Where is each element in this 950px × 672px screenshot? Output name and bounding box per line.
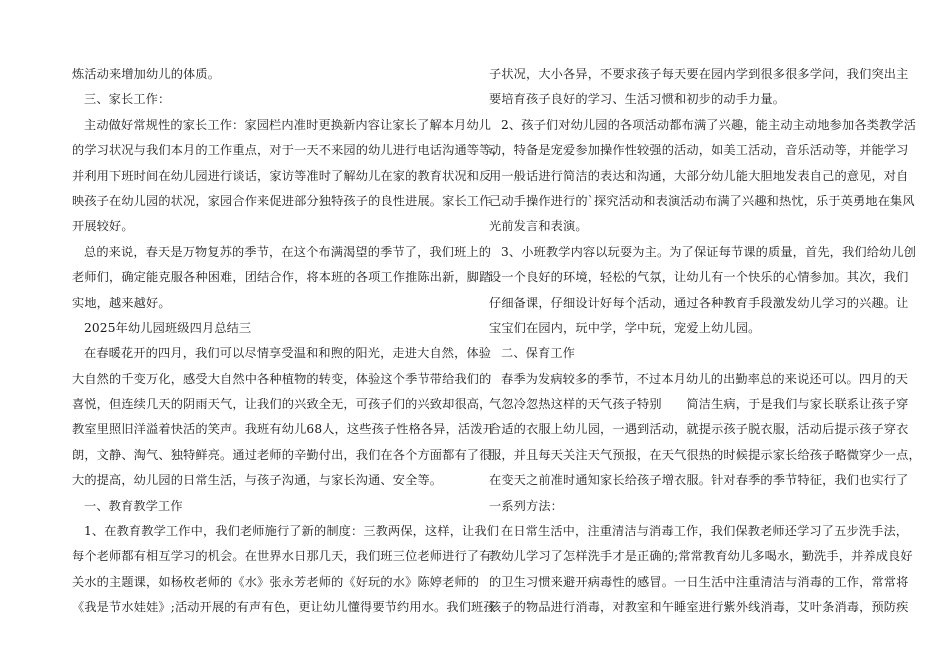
text-line: 动，特备是宠爱参加操作性较强的活动，如美工活动，音乐活动等，并能学习 [489,143,909,158]
text-line: 3、小班教学内容以玩耍为主。为了保证每节课的质量，首先，我们给幼儿创 [501,244,917,259]
text-line: 气忽冷忽热这样的天气孩子特别 简洁生病，于是我们与家长联系让孩子穿 [489,397,909,412]
text-line: 一、教育教学工作 [84,498,183,513]
text-line: 教室里照旧洋溢着快活的笑声。我班有幼儿68人，这些孩子性格各异，活泼开 [72,422,495,437]
text-line: 孩子的物品进行消毒，对教室和午睡室进行紫外线消毒，艾叶条消毒，预防疾 [489,600,909,615]
text-line: 2025年幼儿园班级四月总结三 [84,320,252,335]
right-column [489,62,921,621]
text-line: 每个老师都有相互学习的机会。在世界水日那几天，我们班三位老师进行了有 [72,549,492,564]
text-line: 老师们，确定能克服各种困难，团结合作，将本班的各项工作推陈出新，脚踏 [72,270,492,285]
text-line: 的学习状况与我们本月的工作重点，对于一天不来园的幼儿进行电话沟通等等， [72,143,504,158]
text-line: 的卫生习惯来避开病毒性的感冒。一日生活中注重清洁与消毒的工作，常常将 [489,574,909,589]
text-line: 光前发言和表演。 [489,219,588,234]
text-line: 用一般话进行简洁的表达和沟通，大部分幼儿能大胆地发表自己的意见，对自 [489,168,909,183]
text-line: 喜悦，但连续几天的阴雨天气，让我们的兴致全无，可孩子们的兴致却很高， [72,397,492,412]
text-line: 开展较好。 [72,219,134,234]
text-line: 子状况，大小各异，不要求孩子每天要在园内学到很多很多学问，我们突出主 [489,67,909,81]
text-line: 在春暖花开的四月，我们可以尽情享受温和和煦的阳光，走进大自然，体验 [84,346,492,361]
text-line: 己动手操作进行的`探究活动和表演活动布满了兴趣和热忱，乐于英勇地在集风 [489,193,915,208]
text-line: 大自然的千变万化，感受大自然中各种植物的转变，体验这个季节带给我们的 [72,371,492,386]
text-line: 朗，文静、淘气、独特鲜亮。通过老师的辛勤付出，我们在各个方面都有了很 [72,447,492,462]
text-line: 春季为发病较多的季节，不过本月幼儿的出勤率总的来说还可以。四月的天 [501,371,909,386]
text-line: 《我是节水娃娃》;活动开展的有声有色，更让幼儿懂得要节约用水。我们班孩 [72,600,496,615]
text-line: 并利用下班时间在幼儿园进行谈话，家访等准时了解幼儿在家的教育状况和反 [72,168,492,183]
text-line: 1、在教育教学工作中，我们老师施行了新的制度：三教两保，这样，让我们 [84,524,500,539]
text-line: 映孩子在幼儿园的状况，家园合作来促进部分独特孩子的良性进展。家长工作 [72,193,492,208]
text-line: 关水的主题课，如杨枚老师的《水》张永芳老师的《好玩的水》陈婷老师的 [72,574,480,589]
text-line: 服，并且每天关注天气预报，在天气很热的时候提示家长给孩子略微穿少一点， [489,447,921,462]
text-line: 实地，越来越好。 [72,295,171,310]
text-line: 在变天之前准时通知家长给孩子增衣服。针对春季的季节特征，我们也实行了 [489,473,909,488]
text-line: 在日常生活中，注重清洁与消毒工作，我们保教老师还学习了五步洗手法， [501,524,909,539]
text-line: 仔细备课，仔细设计好每个活动，通过各种教育手段激发幼儿学习的兴趣。让 [489,295,909,310]
text-line: 大的提高，幼儿园的日常生活，与孩子沟通，与家长沟通、安全等。 [72,473,443,488]
text-line: 2、孩子们对幼儿园的各项活动都布满了兴趣，能主动主动地参加各类教学活 [501,117,917,132]
text-line: 要培育孩子良好的学习、生活习惯和初步的动手力量。 [489,92,786,107]
text-line: 教幼儿学习了怎样洗手才是正确的;常常教育幼儿多喝水，勤洗手，并养成良好 [489,549,913,564]
text-line: 总的来说，春天是万物复苏的季节，在这个布满渴望的季节了，我们班上的 [84,244,492,259]
text-line: 设一个良好的环境，轻松的气氛，让幼儿有一个快乐的心情参加。其次，我们 [489,270,909,285]
text-line: 二、保育工作 [501,346,576,361]
left-column [72,62,504,621]
text-line: 一系列方法： [489,498,564,513]
text-line: 三、家长工作： [84,92,171,107]
text-line: 炼活动来增加幼儿的体质。 [72,67,221,81]
text-line: 主动做好常规性的家长工作：家园栏内准时更换新内容让家长了解本月幼儿 [84,117,492,132]
text-line: 合适的衣服上幼儿园，一遇到活动，就提示孩子脱衣服，活动后提示孩子穿衣 [489,422,909,437]
text-line: 宝宝们在园内，玩中学，学中玩，宠爱上幼儿园。 [489,320,761,335]
